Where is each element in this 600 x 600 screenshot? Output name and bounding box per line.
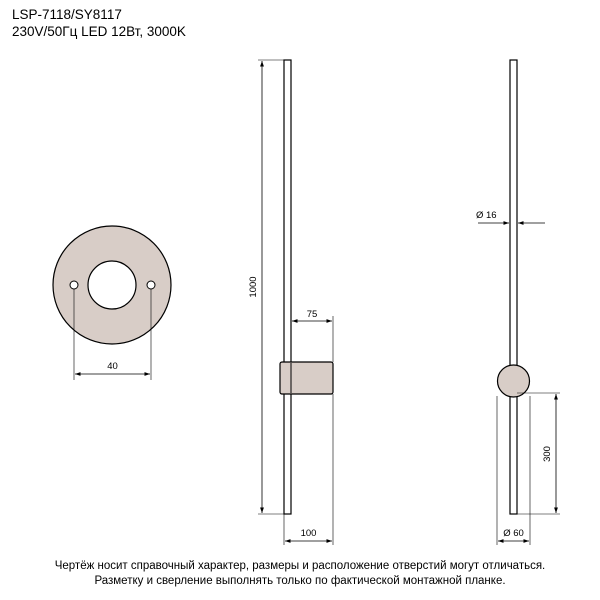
lamp-tube-front [510,60,517,514]
screw-hole-left [70,281,78,289]
disclaimer-line-2: Разметку и сверление выполнять только по фактической монтажной планке. [94,575,506,587]
electrical-specs: 230V/50Гц LED 12Вт, 3000K [12,24,186,39]
mount-disc [498,365,530,397]
lamp-tube [284,60,291,514]
mount-height-label: 300 [542,446,553,462]
mounting-plate-view [53,226,171,380]
total-height-label: 1000 [248,276,259,298]
center-hole [88,261,136,309]
model-number: LSP-7118/SY8117 [12,7,122,22]
tube-diameter-label: Ø 16 [476,210,497,221]
width-label: 100 [300,528,317,539]
mount-diameter-label: Ø 60 [503,528,524,539]
front-view [476,60,560,545]
wall-mount-block [280,362,333,394]
screw-hole-right [147,281,155,289]
depth-label: 75 [306,309,318,320]
side-view [248,60,333,545]
disclaimer-line-1: Чертёж носит справочный характер, размеры и расположение отверстий могут отличаться. [54,560,546,572]
hole-spacing-label: 40 [107,361,118,372]
